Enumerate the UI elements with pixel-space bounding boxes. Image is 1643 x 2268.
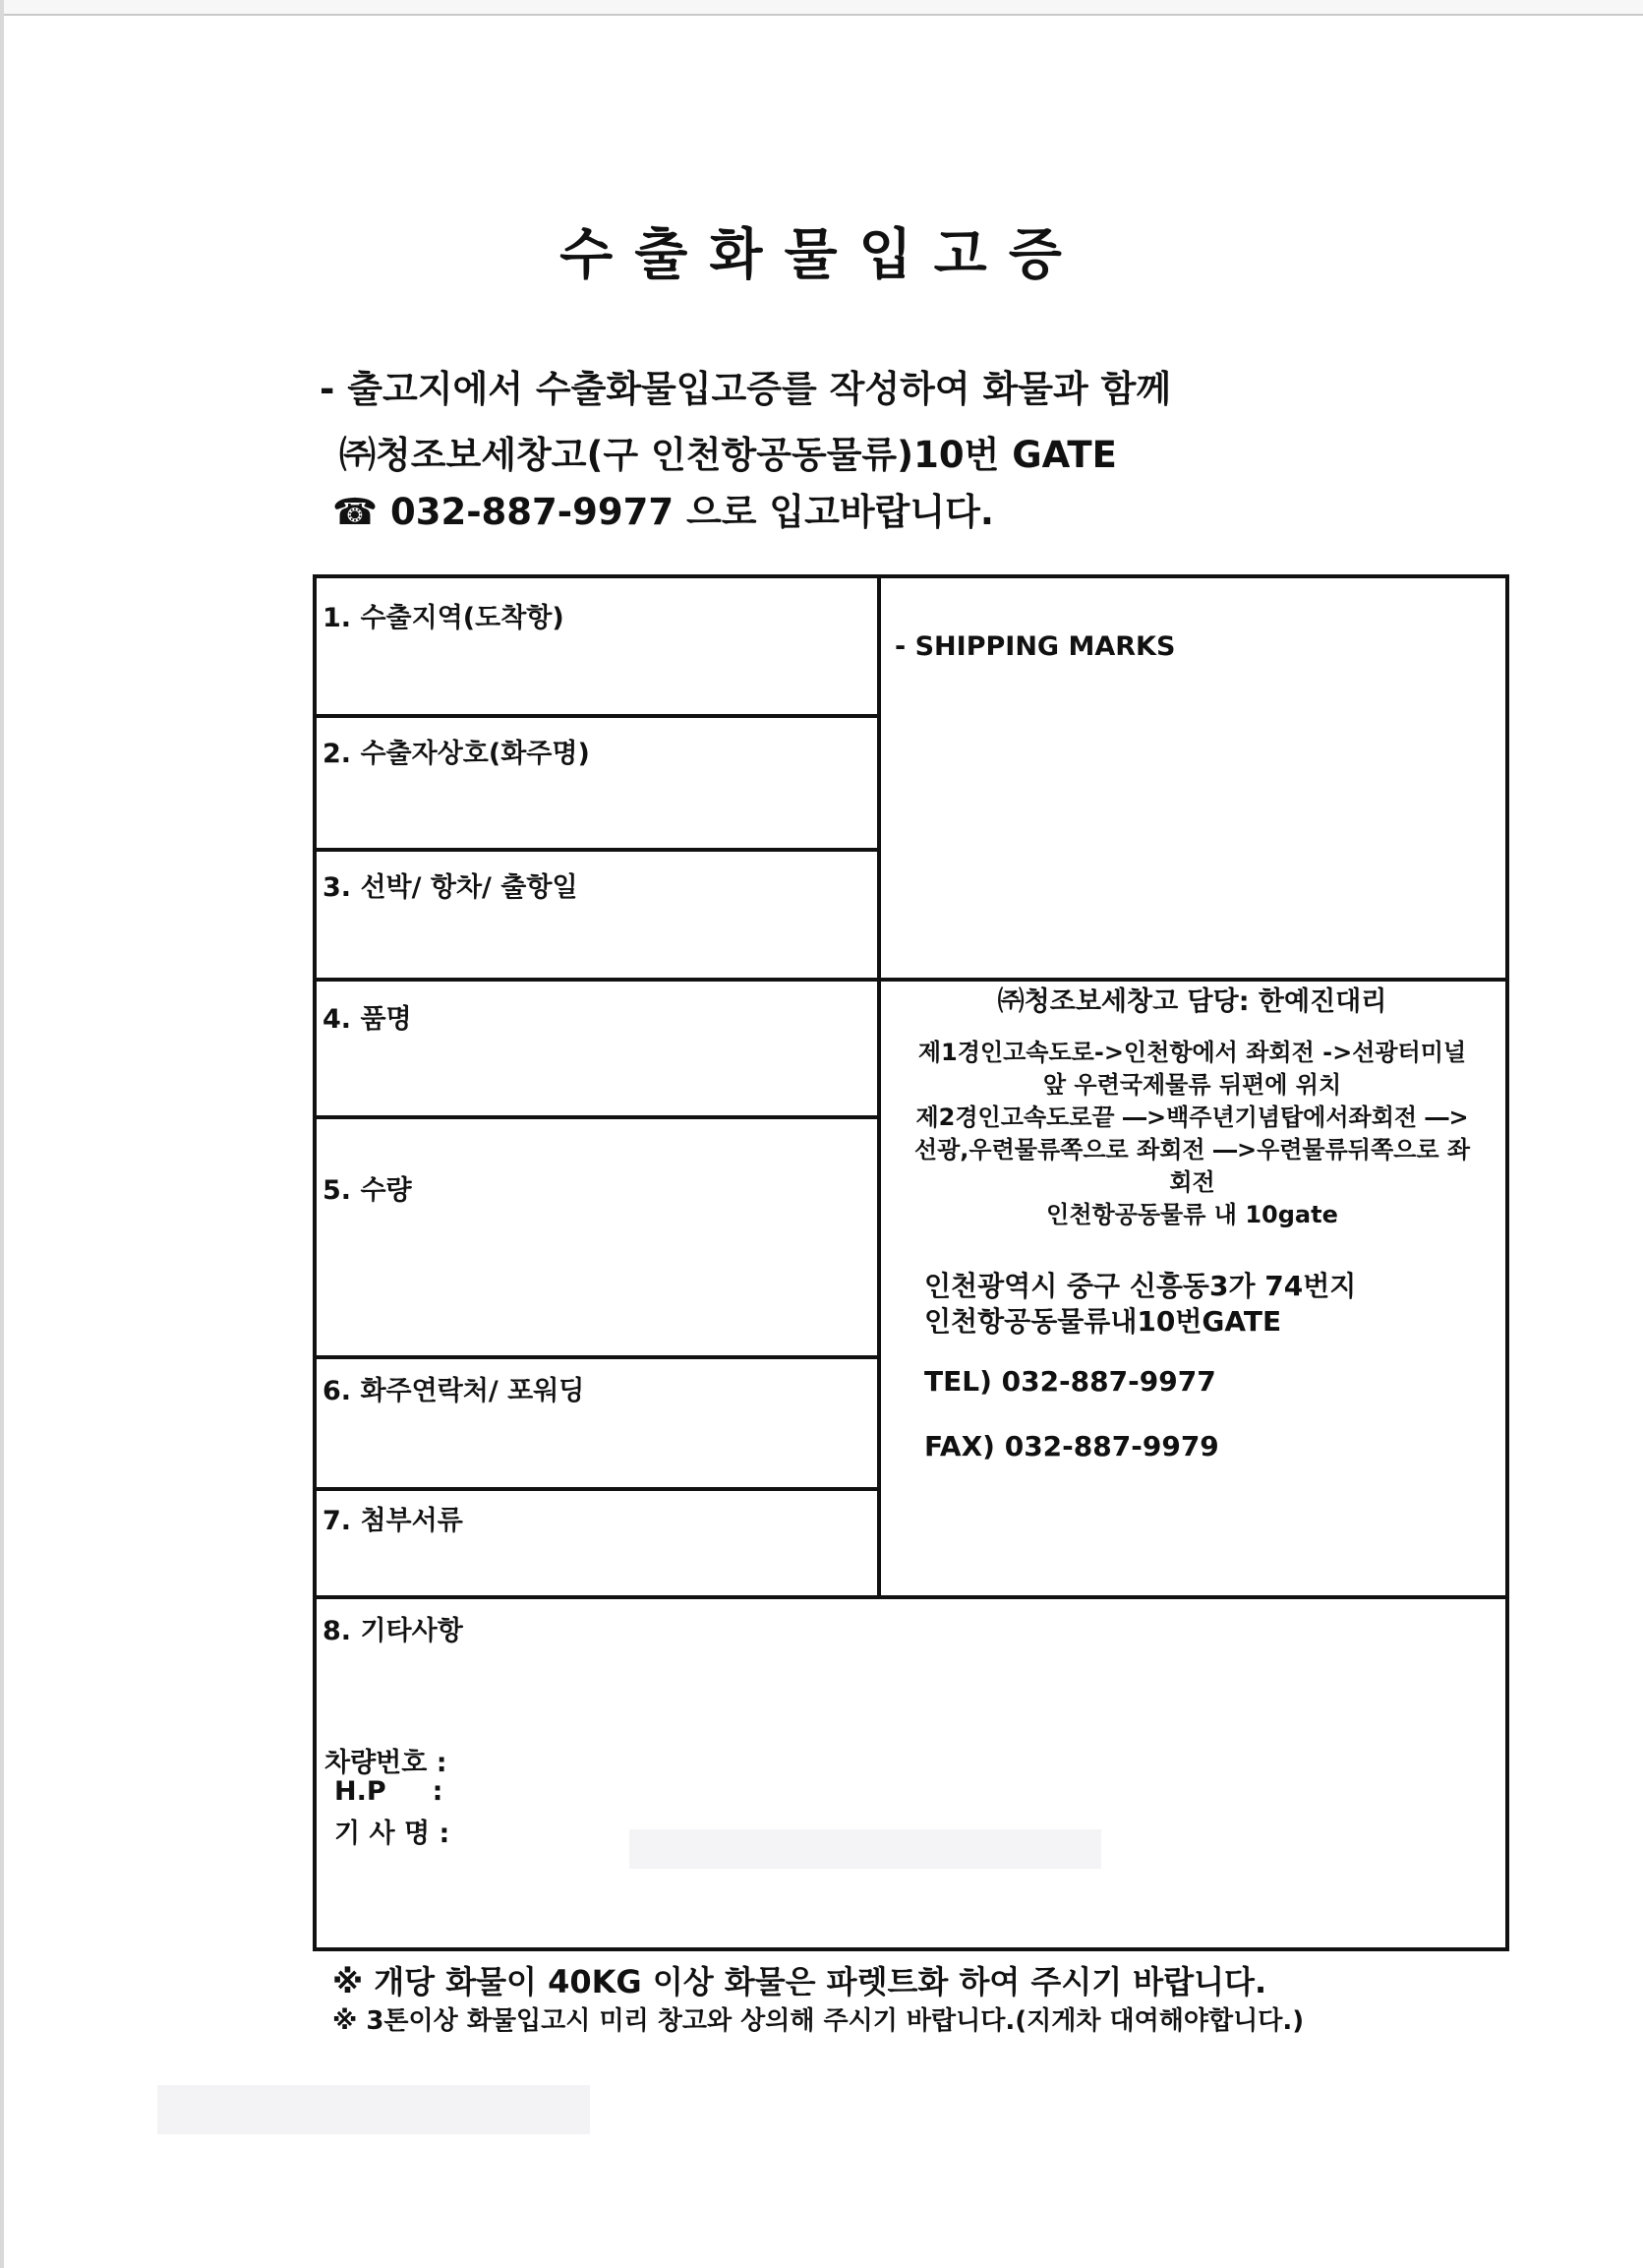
form-border-right — [1505, 574, 1509, 1951]
note-forklift: ※ 3톤이상 화물입고시 미리 창고와 상의해 주시기 바랍니다.(지게차 대여해야합니다.) — [332, 2006, 1305, 2036]
driver-hp-label: H.P : — [334, 1776, 443, 1807]
row-divider — [313, 1115, 879, 1119]
field-item-name: 4. 품명 — [323, 1004, 412, 1035]
form-border-bottom — [313, 1947, 1509, 1951]
row-divider — [313, 1487, 879, 1491]
field-exporter-name: 2. 수출자상호(화주명) — [323, 739, 590, 769]
row-divider — [313, 848, 879, 852]
row-divider — [313, 714, 879, 718]
scan-edge-left — [0, 0, 4, 2268]
warehouse-contact: ㈜청조보세창고 담당: 한예진대리 — [997, 986, 1387, 1017]
warehouse-fax: FAX) 032-887-9979 — [924, 1430, 1219, 1462]
row-divider — [313, 978, 1509, 982]
document-title: 수출화물입고증 — [559, 223, 1084, 287]
field-vessel-voyage: 3. 선박/ 항차/ 출항일 — [323, 872, 578, 903]
form-border-top — [313, 574, 1509, 578]
driver-name-label: 기 사 명 : — [334, 1819, 450, 1849]
directions-line: 인천항공동물류 내 10gate — [1046, 1201, 1338, 1228]
warehouse-address-2: 인천항공동물류내10번GATE — [924, 1305, 1282, 1338]
vehicle-number-label: 차량번호 : — [324, 1748, 447, 1778]
instruction-line-1: - 출고지에서 수출화물입고증를 작성하여 화물과 함께 — [320, 368, 1172, 410]
warehouse-address-1: 인천광역시 중구 신흥동3가 74번지 — [924, 1270, 1357, 1302]
directions-line: 회전 — [1169, 1168, 1215, 1196]
field-remarks: 8. 기타사항 — [323, 1616, 463, 1646]
row-divider — [313, 1595, 1509, 1599]
directions-line: 앞 우련국제물류 뒤편에 위치 — [1042, 1071, 1342, 1099]
directions-line: 제2경인고속도로끝 ―>백주년기념탑에서좌회전 ―> — [915, 1104, 1469, 1131]
scan-edge — [0, 0, 1643, 16]
field-attachments: 7. 첨부서류 — [323, 1506, 463, 1536]
field-quantity: 5. 수량 — [323, 1175, 412, 1206]
field-export-region: 1. 수출지역(도착항) — [323, 603, 564, 633]
instruction-line-2: ㈜청조보세창고(구 인천항공동물류)10번 GATE — [339, 434, 1117, 476]
warehouse-tel: TEL) 032-887-9977 — [924, 1365, 1216, 1398]
cargo-receipt-form — [313, 574, 1509, 1951]
directions-line: 선광,우련물류쪽으로 좌회전 ―>우련물류뒤쪽으로 좌 — [913, 1136, 1471, 1164]
shipping-marks-label: - SHIPPING MARKS — [895, 631, 1176, 662]
instruction-line-3: ☎ 032-887-9977 으로 입고바랍니다. — [332, 491, 994, 533]
form-border-left — [313, 574, 317, 1951]
row-divider — [313, 1355, 879, 1359]
bleed-through-block — [157, 2085, 590, 2134]
note-pallet: ※ 개당 화물이 40KG 이상 화물은 파렛트화 하여 주시기 바랍니다. — [332, 1963, 1267, 2000]
directions-line: 제1경인고속도로->인천항에서 좌회전 ->선광터미널 — [917, 1039, 1467, 1066]
field-shipper-contact: 6. 화주연락처/ 포워딩 — [323, 1376, 585, 1406]
